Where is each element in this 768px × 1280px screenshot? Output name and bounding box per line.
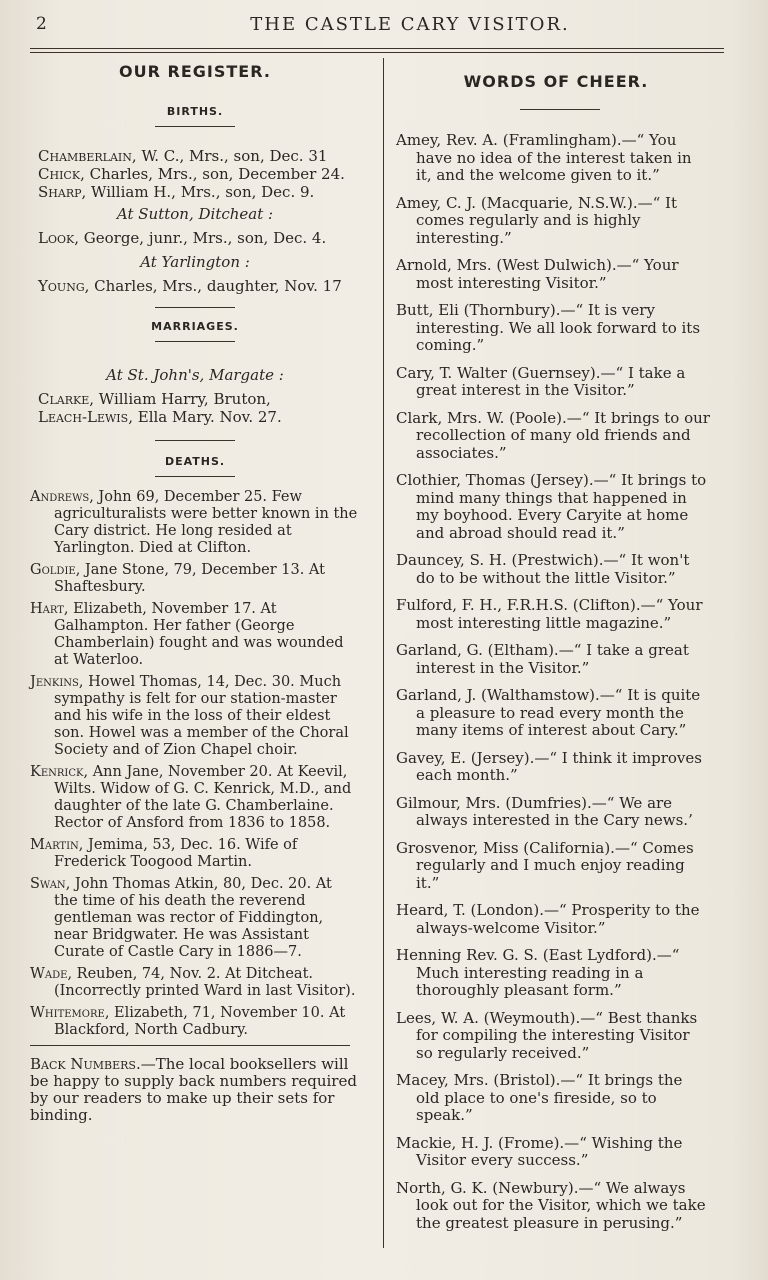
cheer-quote: “ It comes regularly and is highly interesting.” — [416, 193, 677, 247]
cheer-column — [380, 58, 710, 1242]
deaths-rule-top — [155, 440, 235, 441]
cheer-quote: “ It won't do to be without the little Visitor.” — [416, 551, 690, 587]
cheer-name: Clothier, Thomas (Jersey).— — [396, 471, 609, 489]
marriages-list — [30, 390, 360, 426]
surname: Whitemore — [30, 1005, 105, 1021]
entry-details: , Charles, Mrs., son, December 24. — [80, 165, 345, 183]
sutton-place: At Sutton, Ditcheat : — [116, 205, 274, 223]
cheer-entry — [396, 1072, 710, 1125]
cheer-quote: “ It brings to mind many things that happened in my boyhood. Every Caryite at home and abroad should read it.” — [416, 471, 707, 542]
surname: Look — [38, 229, 75, 247]
entry-details: , Ella Mary. Nov. 27. — [128, 408, 282, 426]
entry-details: , William Harry, Bruton, — [89, 390, 271, 408]
cheer-entry — [396, 687, 710, 740]
marriage-place: At St. John's, Margate : — [106, 366, 284, 384]
entry-details: , Elizabeth, November 17. At Galhampton. Her father (George Chamberlain) fought and was wounded at Waterloo. — [54, 601, 344, 668]
entry-details: , Charles, Mrs., daughter, Nov. 17 — [84, 277, 342, 295]
cheer-name: Garland, G. (Eltham).— — [396, 641, 574, 659]
cheer-rule — [520, 109, 600, 110]
death-entry — [30, 601, 360, 669]
cheer-quote: “ We always look out for the Visitor, which we take the greatest pleasure in perusing.” — [416, 1178, 706, 1232]
back-numbers-text: —The local booksellers will be happy to supply back numbers required by our readers to make up their sets for binding. — [30, 1055, 357, 1124]
birth-entry — [38, 165, 360, 183]
sutton-births-list — [30, 229, 360, 247]
cheer-quote: “ I take a great interest in the Visitor.” — [416, 363, 686, 399]
entry-details: , Jemima, 53, Dec. 16. Wife of Frederick Toogood Martin. — [54, 837, 298, 870]
back-numbers-note — [30, 1056, 360, 1124]
cheer-quote: “ I think it improves each month.” — [416, 748, 702, 784]
deaths-list — [30, 489, 360, 1039]
death-entry — [30, 837, 360, 871]
surname: Leach-Lewis — [38, 408, 129, 426]
back-numbers-rule — [30, 1045, 350, 1046]
register-title: OUR REGISTER. — [119, 62, 271, 81]
surname: Andrews — [30, 489, 90, 505]
register-column — [30, 58, 360, 1124]
cheer-quote: “ It is very interesting. We all look forward to its coming.” — [416, 301, 701, 354]
surname: Chamberlain — [38, 147, 132, 165]
death-entry — [30, 764, 360, 832]
cheer-quote: “ It is quite a pleasure to read every month the many items of interest about Cary.” — [416, 686, 701, 739]
surname: Sharp — [38, 183, 82, 201]
entry-details: , Ann Jane, November 20. At Keevil, Wilts. Widow of G. C. Kenrick, M.D., and daughter of the late G. Chamberlaine. Rector of Ansford from 1836 to 1858. — [54, 764, 352, 831]
cheer-name: Garland, J. (Walthamstow).— — [396, 686, 615, 704]
cheer-name: Clark, Mrs. W. (Poole).— — [396, 408, 582, 427]
deaths-rule — [155, 476, 235, 477]
cheer-entry — [396, 365, 710, 400]
birth-entry — [38, 229, 360, 247]
cheer-name: Dauncey, S. H. (Prestwich).— — [396, 551, 619, 569]
birth-entry — [38, 147, 360, 165]
surname: Martin — [30, 837, 79, 853]
cheer-list — [380, 132, 710, 1232]
cheer-quote: “ You have no idea of the interest taken in it, and the welcome given to it.” — [416, 131, 692, 184]
entry-details: , Elizabeth, 71, November 10. At Blackford, North Cadbury. — [54, 1005, 346, 1038]
surname: Young — [38, 277, 85, 295]
entry-details: , William H., Mrs., son, Dec. 9. — [81, 183, 315, 201]
surname: Hart — [30, 601, 64, 617]
cheer-quote: “ Your most interesting little magazine.” — [416, 596, 703, 632]
yarlington-place: At Yarlington : — [140, 253, 250, 271]
cheer-quote: “ Wishing the Visitor every success.” — [416, 1133, 683, 1169]
entry-details: , Reuben, 74, Nov. 2. At Ditcheat. (Incorrectly printed Ward in last Visitor). — [54, 966, 356, 999]
surname: Swan — [30, 876, 66, 892]
birth-entry — [38, 277, 360, 295]
death-entry — [30, 674, 360, 759]
cheer-entry — [396, 902, 710, 937]
surname: Kenrick — [30, 764, 84, 780]
surname: Chick — [38, 165, 81, 183]
header-rule-second — [30, 52, 724, 53]
cheer-entry — [396, 1135, 710, 1170]
marriages-rule — [155, 341, 235, 342]
cheer-entry — [396, 132, 710, 185]
cheer-name: Fulford, F. H., F.R.H.S. (Clifton).— — [396, 596, 656, 614]
cheer-quote: “ It brings the old place to one's fireside, so to speak.” — [416, 1071, 683, 1124]
births-heading: BIRTHS. — [166, 105, 224, 118]
cheer-entry — [396, 1010, 710, 1063]
cheer-entry — [396, 195, 710, 248]
running-title: THE CASTLE CARY VISITOR. — [250, 14, 570, 35]
birth-entry — [38, 183, 360, 201]
cheer-title: WORDS OF CHEER. — [463, 72, 649, 91]
death-entry — [30, 1005, 360, 1039]
cheer-entry — [396, 750, 710, 785]
cheer-name: Butt, Eli (Thornbury).— — [396, 301, 576, 319]
cheer-name: Henning Rev. G. S. (East Lydford).— — [396, 946, 672, 964]
entry-details: , W. C., Mrs., son, Dec. 31 — [131, 147, 328, 165]
marriage-entry — [38, 390, 360, 408]
cheer-name: Arnold, Mrs. (West Dulwich).— — [396, 256, 632, 274]
cheer-name: Macey, Mrs. (Bristol).— — [396, 1071, 576, 1089]
cheer-name: Grosvenor, Miss (California).— — [396, 838, 630, 857]
marriages-heading: MARRIAGES. — [151, 320, 239, 333]
cheer-name: Cary, T. Walter (Guernsey).— — [396, 363, 616, 382]
cheer-entry — [396, 840, 710, 893]
cheer-name: Mackie, H. J. (Frome).— — [396, 1133, 580, 1152]
entry-details: , Howel Thomas, 14, Dec. 30. Much sympathy is felt for our station-master and his wife in the loss of their eldest son. Howel was a member of the Choral Society and of Zion Chapel choir. — [54, 674, 349, 758]
cheer-entry — [396, 410, 710, 463]
births-list — [30, 147, 360, 201]
page-number: 2 — [36, 14, 47, 34]
cheer-name: Gavey, E. (Jersey).— — [396, 748, 550, 767]
entry-details: , Jane Stone, 79, December 13. At Shaftesbury. — [54, 562, 325, 595]
marriage-entry — [38, 408, 360, 426]
cheer-quote: “ I take a great interest in the Visitor.” — [416, 641, 689, 677]
cheer-name: Lees, W. A. (Weymouth).— — [396, 1008, 596, 1027]
cheer-quote: “ We are always interested in the Cary news.’ — [416, 793, 693, 829]
cheer-entry — [396, 1180, 710, 1233]
cheer-entry — [396, 472, 710, 542]
cheer-entry — [396, 597, 710, 632]
cheer-name: North, G. K. (Newbury).— — [396, 1178, 594, 1197]
cheer-quote: “ Your most interesting Visitor.” — [416, 256, 679, 292]
cheer-quote: “ Prosperity to the always-welcome Visitor.” — [416, 901, 700, 937]
death-entry — [30, 562, 360, 596]
cheer-quote: “ It brings to our recollection of many old friends and associates.” — [416, 408, 710, 462]
surname: Wade — [30, 966, 68, 982]
cheer-quote: “ Comes regularly and I much enjoy reading it.” — [416, 838, 694, 892]
cheer-name: Amey, Rev. A. (Framlingham).— — [396, 131, 637, 149]
surname: Goldie — [30, 562, 76, 578]
cheer-entry — [396, 552, 710, 587]
births-rule — [155, 126, 235, 127]
cheer-name: Gilmour, Mrs. (Dumfries).— — [396, 793, 607, 812]
deaths-heading: DEATHS. — [164, 455, 226, 468]
cheer-entry — [396, 257, 710, 292]
death-entry — [30, 966, 360, 1000]
cheer-entry — [396, 947, 710, 1000]
cheer-name: Heard, T. (London).— — [396, 901, 559, 919]
surname: Clarke — [38, 390, 90, 408]
cheer-quote: “ Best thanks for compiling the interesting Visitor so regularly received.” — [416, 1008, 698, 1062]
cheer-name: Amey, C. J. (Macquarie, N.S.W.).— — [396, 193, 653, 212]
death-entry — [30, 489, 360, 557]
entry-details: , George, junr., Mrs., son, Dec. 4. — [74, 229, 327, 247]
entry-details: , John 69, December 25. Few agriculturalists were better known in the Cary district. He long resided at Yarlington. Died at Clifton. — [54, 489, 358, 556]
cheer-entry — [396, 795, 710, 830]
cheer-entry — [396, 302, 710, 355]
cheer-entry — [396, 642, 710, 677]
marriages-rule-top — [155, 307, 235, 308]
back-numbers-label: Back Numbers. — [30, 1055, 141, 1073]
cheer-quote: “ Much interesting reading in a thoroughly pleasant form.” — [416, 946, 680, 999]
death-entry — [30, 876, 360, 961]
header-rule — [30, 48, 724, 49]
entry-details: , John Thomas Atkin, 80, Dec. 20. At the time of his death the reverend gentleman was rector of Fiddington, near Bridgwater. He was Assistant Curate of Castle Cary in 1886—7. — [54, 876, 332, 960]
yarlington-births-list — [30, 277, 360, 295]
surname: Jenkins — [30, 674, 79, 690]
